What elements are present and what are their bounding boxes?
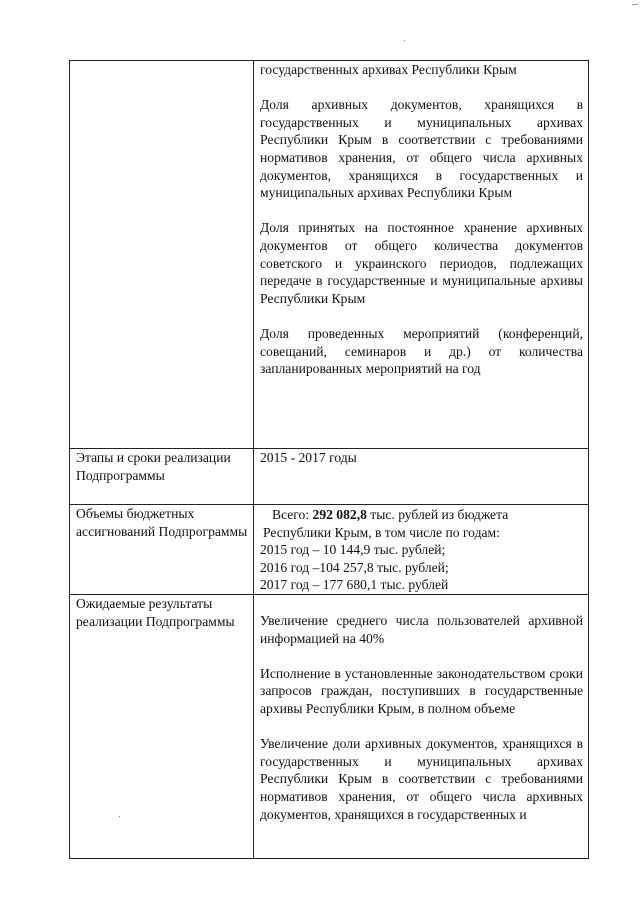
row-value: 2015 - 2017 годы xyxy=(254,449,589,505)
scan-mark xyxy=(632,4,638,5)
row-label-empty xyxy=(70,61,254,449)
indicators-cell xyxy=(254,61,589,449)
budget-year-line: 2016 год –104 257,8 тыс. рублей; xyxy=(260,559,449,575)
table-row xyxy=(70,449,589,505)
table-row xyxy=(70,594,589,858)
indicator-paragraph: Доля архивных документов, хранящихся в государственных и муниципальных архивах Республики Крым в соответствии с требованиями нормативов хранения, от общего числа архивных документов, хранящихся в государственных и муниципальных архивах Республики Крым xyxy=(260,97,583,201)
budget-subtitle: Республики Крым, в том числе по годам: xyxy=(263,524,500,540)
budget-year-line: 2015 год – 10 144,9 тыс. рублей; xyxy=(260,542,446,558)
indicator-paragraph: Доля принятых на постоянное хранение архивных документов от общего количества документов советского и украинского периодов, подлежащих передаче в государственные и муниципальные архивы Республики Крым xyxy=(260,220,583,306)
budget-total-line xyxy=(260,506,583,524)
indicator-paragraph: Доля проведенных мероприятий (конференций, совещаний, семинаров и др.) от количества запланированных мероприятий на год xyxy=(260,325,583,377)
row-label: Этапы и сроки реализации Подпрограммы xyxy=(70,449,254,505)
row-label: Ожидаемые результаты реализации Подпрограммы xyxy=(70,594,254,858)
table-row xyxy=(70,505,589,595)
intro-text: государственных архивах Республики Крым xyxy=(260,62,517,77)
budget-total-prefix: Всего: xyxy=(272,507,313,522)
row-label: Объемы бюджетных ассигнований Подпрограммы xyxy=(70,505,254,595)
result-paragraph: Исполнение в установленные законодательством сроки запросов граждан, поступивших в государственные архивы Республики Крым, в полном объеме xyxy=(260,665,583,716)
budget-total-amount: 292 082,8 xyxy=(312,507,367,522)
subprogram-passport-table xyxy=(69,60,589,859)
result-paragraph: Увеличение среднего числа пользователей архивной информацией на 40% xyxy=(260,612,583,646)
result-paragraph: Увеличение доли архивных документов, хранящихся в государственных и муниципальных архивах Республики Крым в соответствии с требованиями нормативов хранения, от общего числа архивных документов, хранящихся в государственных и xyxy=(260,736,583,822)
results-cell xyxy=(254,594,589,858)
table-row xyxy=(70,61,589,449)
budget-year-line: 2017 год – 177 680,1 тыс. рублей xyxy=(260,577,449,593)
budget-total-suffix: тыс. рублей из бюджета xyxy=(366,507,509,522)
budget-cell xyxy=(254,505,589,595)
scan-dot xyxy=(404,40,405,41)
